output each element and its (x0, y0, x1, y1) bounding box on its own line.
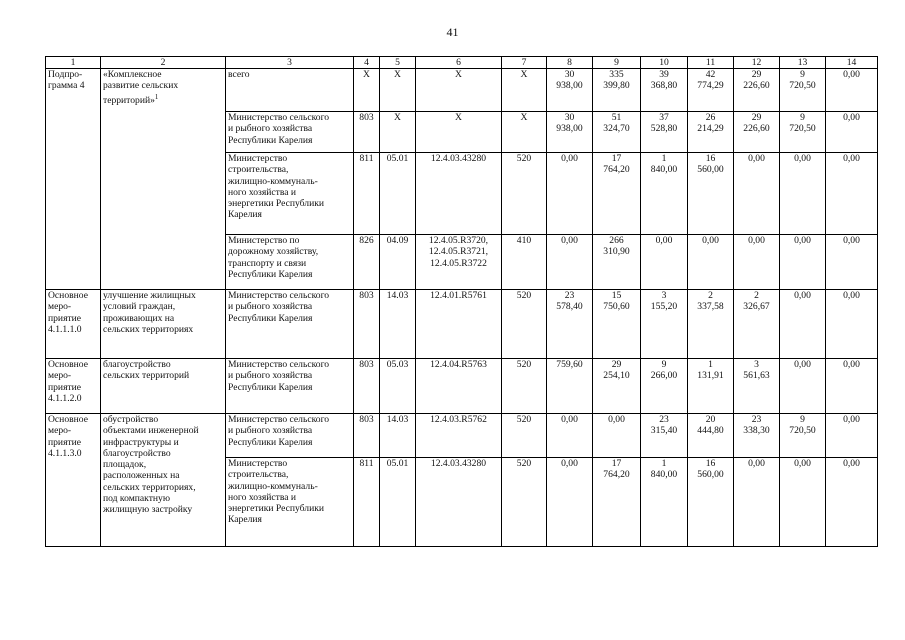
source-cell: всего (226, 69, 354, 112)
table-row (46, 69, 878, 112)
grbs-cell: 803 (354, 359, 380, 414)
value-cell: 0,00 (734, 458, 780, 547)
col-header: 9 (593, 57, 641, 69)
value-cell: 16 560,00 (688, 153, 734, 235)
rz-cell: 14.03 (380, 414, 416, 458)
value-cell: 0,00 (641, 235, 688, 290)
csr-cell: Х (416, 69, 502, 112)
table-row (46, 290, 878, 359)
value-cell: 30 938,00 (547, 69, 593, 112)
col-header: 7 (502, 57, 547, 69)
value-cell: 3 155,20 (641, 290, 688, 359)
grbs-cell: 811 (354, 153, 380, 235)
col-header: 12 (734, 57, 780, 69)
value-cell: 0,00 (688, 235, 734, 290)
value-cell: 0,00 (826, 235, 878, 290)
grbs-cell: 811 (354, 458, 380, 547)
description-cell: улучшение жилищных условий граждан, проживающих на сельских территориях (101, 290, 226, 359)
value-cell: 42 774,29 (688, 69, 734, 112)
value-cell: 15 750,60 (593, 290, 641, 359)
csr-cell: Х (416, 112, 502, 153)
col-header: 2 (101, 57, 226, 69)
rz-cell: Х (380, 69, 416, 112)
vr-cell: 520 (502, 359, 547, 414)
grbs-cell: 803 (354, 414, 380, 458)
footnote-marker: 1 (154, 92, 159, 101)
program-cell: Основное меро- приятие 4.1.1.3.0 (46, 414, 101, 547)
source-cell: Министерство сельского и рыбного хозяйства Республики Карелия (226, 359, 354, 414)
value-cell: 39 368,80 (641, 69, 688, 112)
value-cell: 266 310,90 (593, 235, 641, 290)
vr-cell: Х (502, 112, 547, 153)
value-cell: 0,00 (780, 458, 826, 547)
value-cell: 0,00 (780, 290, 826, 359)
value-cell: 0,00 (826, 290, 878, 359)
source-cell: Министерство строительства, жилищно-коммуналь- ного хозяйства и энергетики Республики Карелия (226, 458, 354, 547)
value-cell: 0,00 (780, 153, 826, 235)
value-cell: 0,00 (780, 235, 826, 290)
col-header: 3 (226, 57, 354, 69)
value-cell: 29 254,10 (593, 359, 641, 414)
value-cell: 9 720,50 (780, 112, 826, 153)
vr-cell: 520 (502, 290, 547, 359)
csr-cell: 12.4.03.R5762 (416, 414, 502, 458)
value-cell: 51 324,70 (593, 112, 641, 153)
value-cell: 1 840,00 (641, 458, 688, 547)
value-cell: 0,00 (826, 69, 878, 112)
value-cell: 9 266,00 (641, 359, 688, 414)
rz-cell: 14.03 (380, 290, 416, 359)
rz-cell: 04.09 (380, 235, 416, 290)
value-cell: 23 578,40 (547, 290, 593, 359)
source-cell: Министерство сельского и рыбного хозяйства Республики Карелия (226, 414, 354, 458)
grbs-cell: Х (354, 69, 380, 112)
vr-cell: 520 (502, 414, 547, 458)
csr-cell: 12.4.01.R5761 (416, 290, 502, 359)
value-cell: 0,00 (826, 458, 878, 547)
value-cell: 0,00 (780, 359, 826, 414)
source-cell: Министерство сельского и рыбного хозяйства Республики Карелия (226, 112, 354, 153)
rz-cell: Х (380, 112, 416, 153)
value-cell: 1 840,00 (641, 153, 688, 235)
source-cell: Министерство строительства, жилищно-коммуналь- ного хозяйства и энергетики Республики Карелия (226, 153, 354, 235)
source-cell: Министерство по дорожному хозяйству, транспорту и связи Республики Карелия (226, 235, 354, 290)
col-header: 13 (780, 57, 826, 69)
value-cell: 30 938,00 (547, 112, 593, 153)
description-cell: обустройство объектами инженерной инфраструктуры и благоустройство площадок, расположенных на сельских территориях, под компактную жилищную застройку (101, 414, 226, 547)
value-cell: 23 315,40 (641, 414, 688, 458)
value-cell: 0,00 (547, 153, 593, 235)
rz-cell: 05.01 (380, 153, 416, 235)
value-cell: 23 338,30 (734, 414, 780, 458)
csr-cell: 12.4.03.43280 (416, 458, 502, 547)
csr-cell: 12.4.03.43280 (416, 153, 502, 235)
description-cell: «Комплексное развитие сельских территорий»$^1$ (101, 69, 226, 290)
grbs-cell: 803 (354, 112, 380, 153)
col-header: 6 (416, 57, 502, 69)
value-cell: 0,00 (547, 458, 593, 547)
value-cell: 20 444,80 (688, 414, 734, 458)
value-cell: 37 528,80 (641, 112, 688, 153)
value-cell: 17 764,20 (593, 153, 641, 235)
table-row (46, 414, 878, 458)
col-header: 8 (547, 57, 593, 69)
value-cell: 9 720,50 (780, 414, 826, 458)
source-cell: Министерство сельского и рыбного хозяйства Республики Карелия (226, 290, 354, 359)
vr-cell: 410 (502, 235, 547, 290)
col-header: 4 (354, 57, 380, 69)
rz-cell: 05.01 (380, 458, 416, 547)
value-cell: 0,00 (593, 414, 641, 458)
description-cell: благоустройство сельских территорий (101, 359, 226, 414)
value-cell: 0,00 (547, 414, 593, 458)
value-cell: 0,00 (734, 153, 780, 235)
csr-cell: 12.4.04.R5763 (416, 359, 502, 414)
value-cell: 335 399,80 (593, 69, 641, 112)
value-cell: 0,00 (826, 153, 878, 235)
col-header: 11 (688, 57, 734, 69)
value-cell: 2 326,67 (734, 290, 780, 359)
value-cell: 29 226,60 (734, 112, 780, 153)
program-cell: Основное меро- приятие 4.1.1.2.0 (46, 359, 101, 414)
col-header: 5 (380, 57, 416, 69)
value-cell: 9 720,50 (780, 69, 826, 112)
value-cell: 3 561,63 (734, 359, 780, 414)
grbs-cell: 803 (354, 290, 380, 359)
grbs-cell: 826 (354, 235, 380, 290)
vr-cell: 520 (502, 153, 547, 235)
value-cell: 17 764,20 (593, 458, 641, 547)
value-cell: 16 560,00 (688, 458, 734, 547)
page-number: 41 (446, 25, 459, 39)
value-cell: 1 131,91 (688, 359, 734, 414)
value-cell: 0,00 (826, 414, 878, 458)
value-cell: 0,00 (734, 235, 780, 290)
vr-cell: 520 (502, 458, 547, 547)
value-cell: 0,00 (826, 112, 878, 153)
rz-cell: 05.03 (380, 359, 416, 414)
table-row (46, 359, 878, 414)
vr-cell: Х (502, 69, 547, 112)
program-cell: Основное меро- приятие 4.1.1.1.0 (46, 290, 101, 359)
value-cell: 0,00 (547, 235, 593, 290)
program-cell: Подпро- грамма 4 (46, 69, 101, 290)
budget-table (45, 56, 878, 547)
header-row (46, 57, 878, 69)
col-header: 14 (826, 57, 878, 69)
value-cell: 759,60 (547, 359, 593, 414)
col-header: 1 (46, 57, 101, 69)
value-cell: 26 214,29 (688, 112, 734, 153)
value-cell: 0,00 (826, 359, 878, 414)
value-cell: 2 337,58 (688, 290, 734, 359)
col-header: 10 (641, 57, 688, 69)
csr-cell: 12.4.05.R3720, 12.4.05.R3721, 12.4.05.R3722 (416, 235, 502, 290)
value-cell: 29 226,60 (734, 69, 780, 112)
